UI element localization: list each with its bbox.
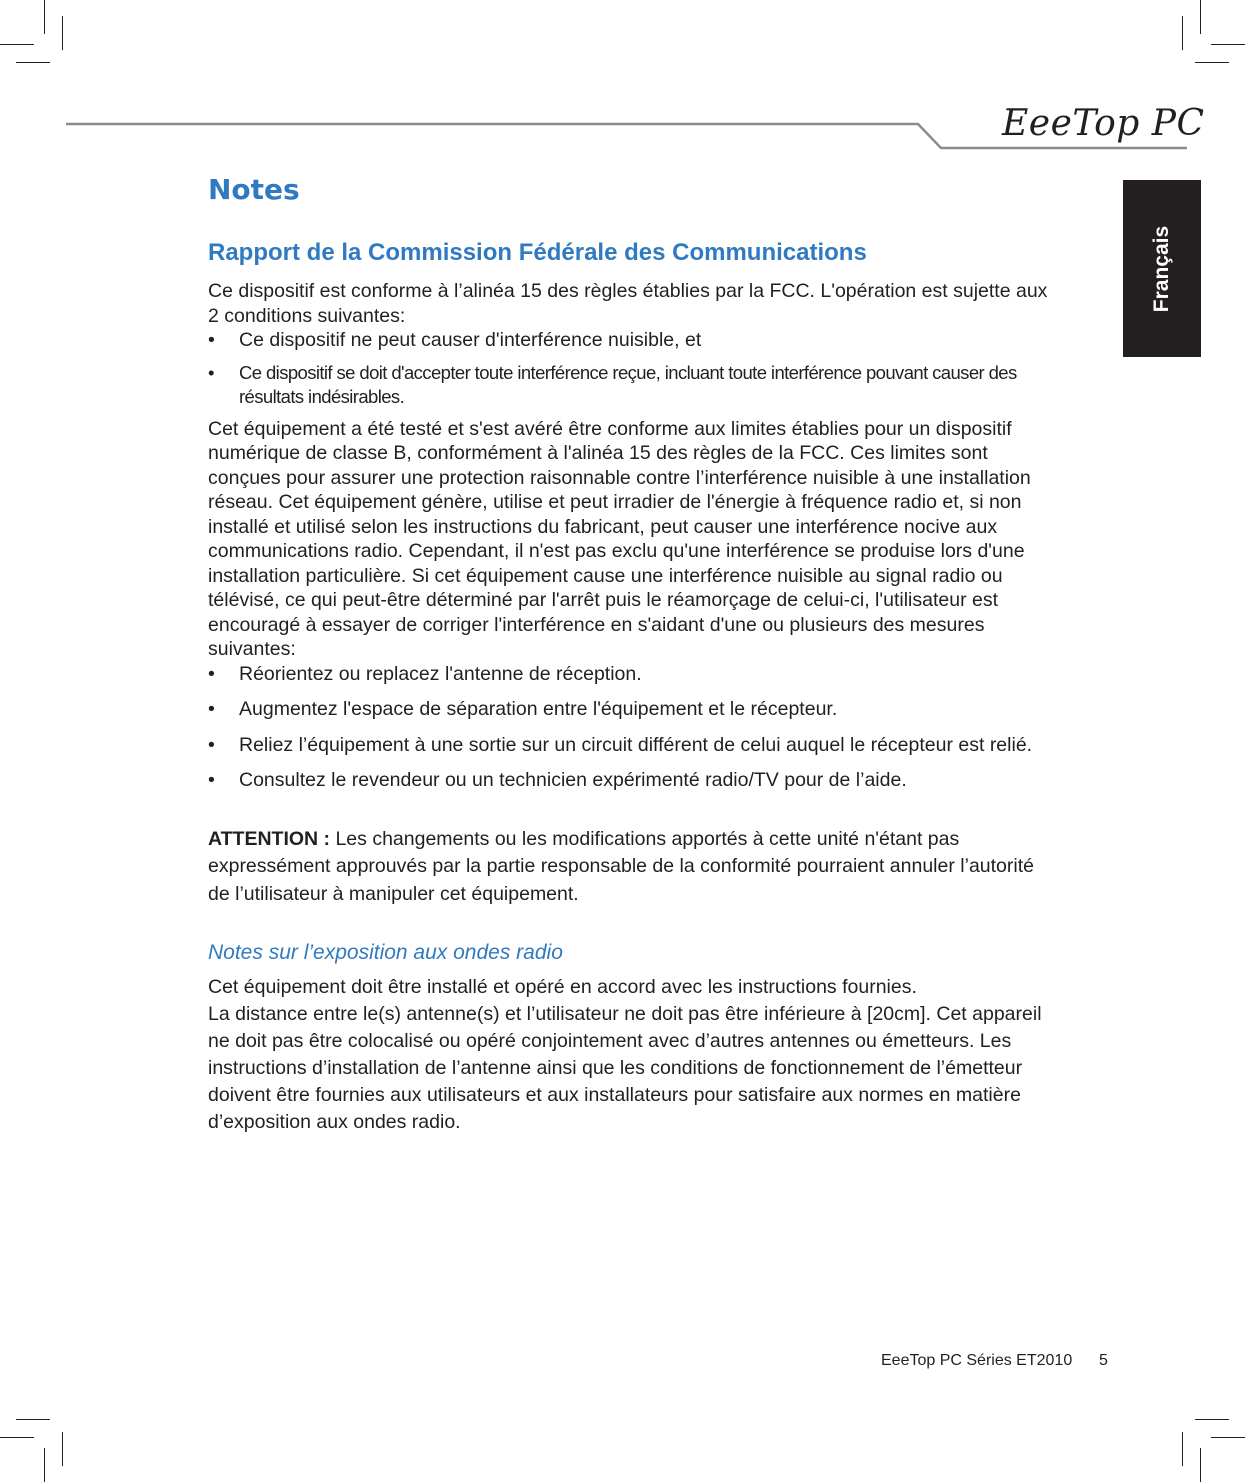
crop-mark (1200, 0, 1201, 34)
fcc-measures-list (208, 662, 1048, 793)
language-tab-label: Français (1150, 225, 1173, 312)
list-item-text: Réorientez ou replacez l'antenne de réception. (239, 662, 642, 685)
eeetop-logo: EeeTop PC (1002, 103, 1205, 144)
list-item (208, 733, 1048, 758)
radio-heading: Notes sur l’exposition aux ondes radio (208, 941, 563, 964)
list-item (208, 361, 1048, 410)
list-item (208, 662, 1048, 687)
page-number: 5 (1099, 1352, 1108, 1369)
crop-mark (1182, 1432, 1183, 1466)
bullet-icon: • (208, 769, 215, 791)
list-item (208, 697, 1048, 722)
attention-label: ATTENTION : (208, 827, 331, 850)
crop-mark (44, 1448, 45, 1482)
footer-product: EeeTop PC Séries ET2010 (881, 1352, 1073, 1369)
page-title: Notes (208, 173, 300, 206)
crop-mark (1211, 1437, 1245, 1438)
crop-mark (44, 0, 45, 34)
radio-line-2: La distance entre le(s) antenne(s) et l’utilisateur ne doit pas être inférieure à [20cm]. Cet appareil ne doit pas être colocalisé ou opéré conjointement avec d’autres antennes ou émetteurs. Les instructions d’installation de l’antenne ainsi que les conditions de fonctionnement de l’émetteur doivent être fournies aux utilisateurs et aux installateurs pour satisfaire aux normes en matière d’exposition aux ondes radio. (208, 1003, 1042, 1133)
crop-mark (16, 1419, 50, 1420)
crop-mark (0, 44, 34, 45)
list-item-text: Ce dispositif ne peut causer d'interférence nuisible, et (239, 329, 702, 351)
list-item (208, 328, 1048, 353)
bullet-icon: • (208, 733, 215, 756)
crop-mark (1182, 16, 1183, 50)
bullet-icon: • (208, 698, 215, 720)
crop-mark (1195, 62, 1229, 63)
crop-mark (62, 1432, 63, 1466)
list-item (208, 768, 1048, 793)
attention-note (208, 826, 1048, 909)
crop-mark (1211, 44, 1245, 45)
crop-mark (0, 1437, 34, 1438)
list-item-text: Reliez l’équipement à une sortie sur un circuit différent de celui auquel le récepteur est relié. (239, 733, 1033, 756)
crop-mark (1195, 1419, 1229, 1420)
fcc-intro: Ce dispositif est conforme à l’alinéa 15 des règles établies par la FCC. L'opération est sujette aux 2 conditions suivantes: (208, 280, 1048, 327)
fcc-conditions-list (208, 328, 1048, 410)
language-tab (1123, 180, 1201, 357)
fcc-heading: Rapport de la Commission Fédérale des Communications (208, 239, 867, 266)
list-item-text: Consultez le revendeur ou un technicien expérimenté radio/TV pour de l’aide. (239, 769, 907, 791)
crop-mark (62, 16, 63, 50)
fcc-body: Cet équipement a été testé et s'est avéré être conforme aux limites établies pour un dispositif numérique de classe B, conformément à l'alinéa 15 des règles de la FCC. Ces limites sont conçues pour assurer une protection raisonnable contre l’interférence nuisible à une installation réseau. Cet équipement génère, utilise et peut irradier de l'énergie à fréquence radio et, si non installé et utilisé selon les instructions du fabricant, peut causer une interférence nocive aux communications radio. Cependant, il n'est pas exclu qu'une interférence se produise lors d'une installation particulière. Si cet équipement cause une interférence nuisible au signal radio ou télévisé, ce qui peut-être déterminé par l'arrêt puis le réamorçage de celui-ci, l'utilisateur est encouragé à essayer de corriger l'interférence en s'aidant d'une ou plusieurs des mesures suivantes: (208, 417, 1031, 660)
page-content (208, 170, 1048, 1136)
list-item-text: Augmentez l'espace de séparation entre l'équipement et le récepteur. (239, 698, 838, 720)
crop-mark (16, 62, 50, 63)
list-item-text: Ce dispositif se doit d'accepter toute interférence reçue, incluant toute interférence pouvant causer des résultats indésirables. (239, 361, 1017, 407)
radio-line-1: Cet équipement doit être installé et opéré en accord avec les instructions fournies. (208, 976, 917, 998)
attention-text: Les changements ou les modifications apportés à cette unité n'étant pas expressément approuvés par la partie responsable de la conformité pourraient annuler l’autorité de l’utilisateur à manipuler cet équipement. (208, 827, 1034, 905)
bullet-icon: • (208, 329, 215, 351)
crop-mark (1200, 1448, 1201, 1482)
bullet-icon: • (208, 361, 214, 383)
bullet-icon: • (208, 662, 215, 685)
